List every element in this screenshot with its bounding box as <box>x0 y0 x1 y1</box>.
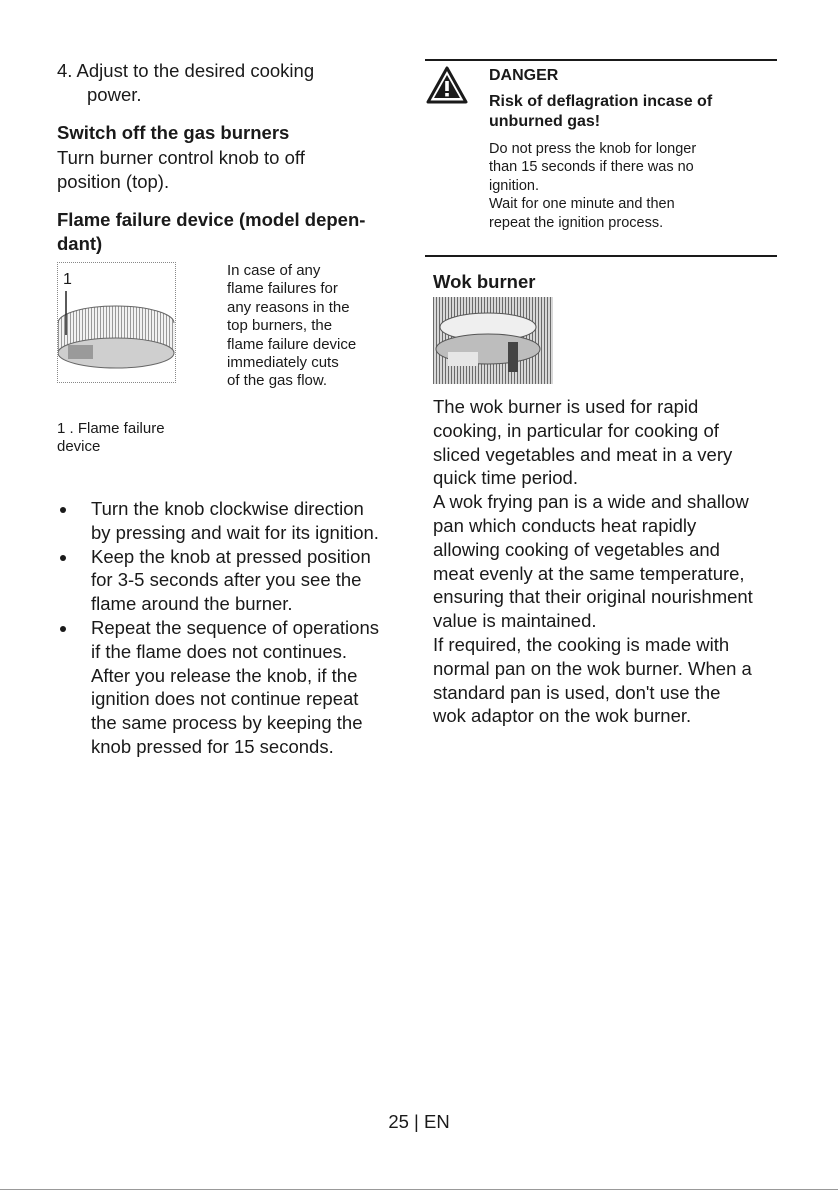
warning-triangle-icon <box>426 66 468 104</box>
wok-burner-illustration <box>433 297 553 384</box>
wok-paragraph: If required, the cooking is made with normal pan on the wok burner. When a standard pan is used, don't use the wok adaptor on the wok burner. <box>433 633 752 727</box>
step-4-line-1: 4. Adjust to the desired cooking <box>57 60 315 81</box>
wok-burner-heading: Wok burner <box>433 271 536 292</box>
danger-bottom-rule <box>425 255 777 257</box>
switch-off-text: Turn burner control knob to off position (top). <box>57 147 305 192</box>
wok-paragraph: A wok frying pan is a wide and shallow pan which conducts heat rapidly allowing cooking of vegetables and meat evenly at the same temperature, ensuring that their original nourishment value is maintained. <box>433 491 753 632</box>
step-4-line-2: power. <box>87 83 142 105</box>
danger-title: DANGER <box>489 67 559 84</box>
page-number: 25 | EN <box>388 1111 450 1132</box>
danger-subtitle: Risk of deflagration incase of unburned gas! <box>489 93 713 130</box>
figure-caption: 1 . Flame failure device <box>57 420 165 456</box>
burner-illustration <box>58 263 175 382</box>
list-item: Turn the knob clockwise direction by pressing and wait for its ignition. <box>57 497 417 545</box>
bullet-icon <box>60 507 66 513</box>
bullet-icon <box>60 555 66 561</box>
step-4 <box>57 59 314 107</box>
figure-number-label: 1 <box>63 271 72 288</box>
flame-failure-heading: Flame failure device (model depen- dant) <box>57 209 366 254</box>
danger-top-rule <box>425 59 777 61</box>
bullet-icon <box>60 626 66 632</box>
wok-burner-figure <box>433 297 553 384</box>
page-bottom-rule <box>0 1189 838 1190</box>
danger-text: Do not press the knob for longer than 15 seconds if there was no ignition. Wait for one minute and then repeat the ignition process. <box>489 141 697 231</box>
switch-off-heading: Switch off the gas burners <box>57 122 290 143</box>
wok-burner-text <box>433 395 833 728</box>
flame-failure-figure <box>57 262 176 383</box>
list-item: Keep the knob at pressed position for 3-5 seconds after you see the flame around the burner. <box>57 545 417 616</box>
flame-failure-side-text: In case of any flame failures for any reasons in the top burners, the flame failure device immediately cuts of the gas flow. <box>227 262 357 390</box>
list-item: Repeat the sequence of operations if the flame does not continues. After you release the knob, if the ignition does not continue repeat the same process by keeping the knob pressed for 15 seconds. <box>57 616 417 759</box>
ignition-steps-list <box>57 497 417 759</box>
wok-paragraph: The wok burner is used for rapid cooking, in particular for cooking of sliced vegetables and meat in a very quick time period. <box>433 396 733 489</box>
